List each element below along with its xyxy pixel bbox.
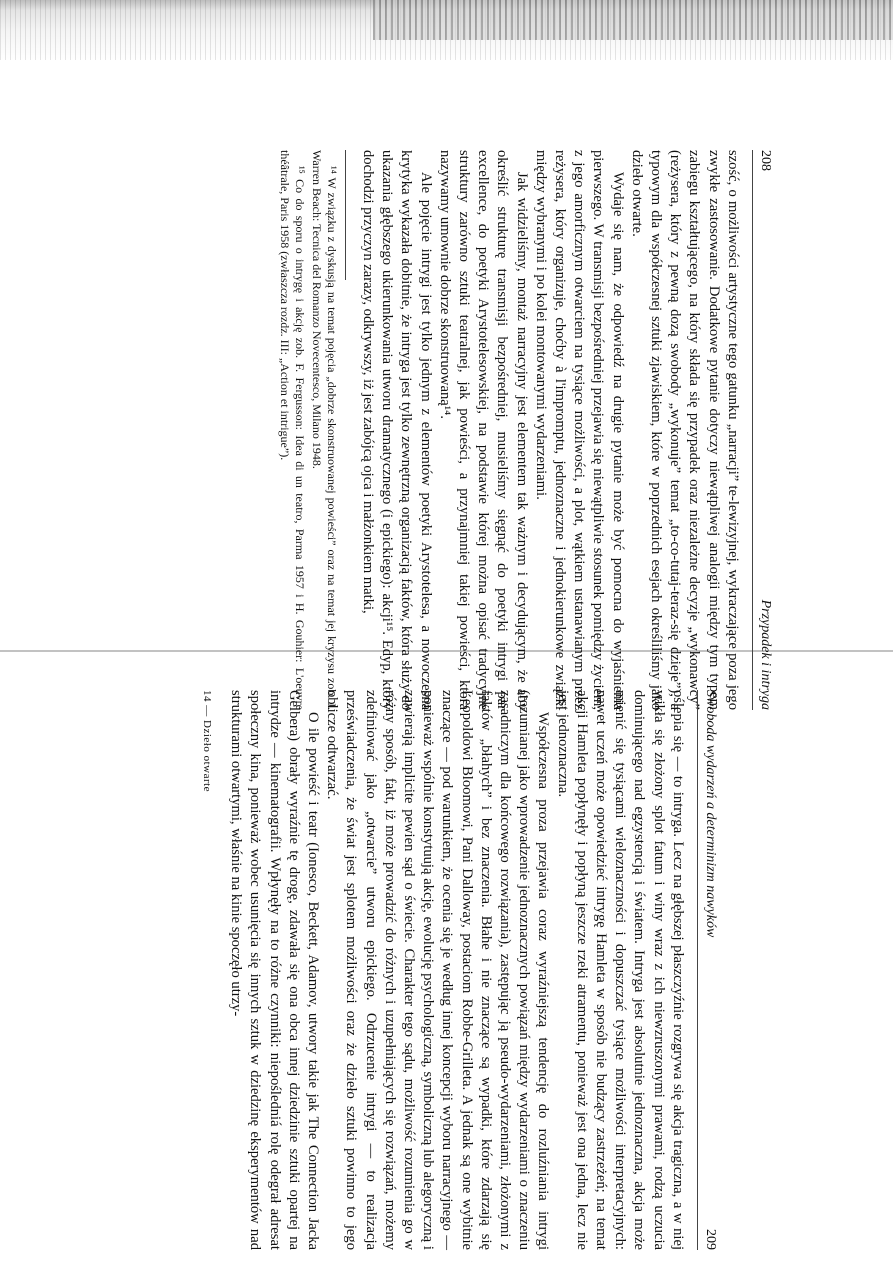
paragraph: szość, o możliwości artystyczne tego gatunku „narracji” te-lewizyjnej, wykraczające poza jego zwykłe zastosowanie. Dodatkowe pytanie dotyczy niewątpliwej analogii między tym typem zabiegu kształtującego, na który składa się przypadek oraz niezależne decyzje „wykonawcy” (reżysera, który z pewną dozą swobody „wykonuje” temat „to-co-tutaj-teraz-się dzieje”), a typowym dla współczesnej sztuki zjawiskiem, które w poprzednich esejach określiliśmy jako dzieło otwarte. [628,150,741,710]
paragraph: oślepia się — to intryga. Lecz na głębszej płaszczyźnie rozgrywa się akcja tragiczna, a w niej wikła się złożony splot fatum i winy wraz z ich niewzruszonymi prawami, rodzą uczucia dominującego nad egzystencją i światem. Intryga jest absolutnie jednoznaczna, akcja może mienić się tysiącami wieloznaczności i dopuszczać tysiące możliwości interpretacyjnych: nawet uczeń może opowiedzieć intrygę Hamleta w sposób nie budzący zastrzeżeń; na temat akcji Hamleta popłynęły i popłyną jeszcze rzeki atramentu, ponieważ jest ona jedna, lecz nie jest jednoznaczna. [554,690,686,1250]
paragraph: Współczesna proza przejawia coraz wyraźniejszą tendencję do rozluźniania intrygi (rozumianej jako wprowadzenie jednoznacznych powiązań między wydarzeniami o znaczeniu zasadniczym dla końcowego rozwiązania), zastępując ją pseudo-wydarzeniami, złożonymi z faktów „błahych” i bez znaczenia. Błahe i nie znaczące są wypadki, które zdarzają się Leopoldowi Bloomowi, Pani Dalloway, postaciom Robbe-Grilleta. A jednak są one wybitnie znaczące — pod warunkiem, że ocenia się je według innej koncepcji wyboru narracyjnego — ponieważ wspólnie konstytuują akcję, ewolucję psychologiczną, symboliczną lub alegoryczną i zawierają implicite pewien sąd o świecie. Charakter tego sądu, możliwość rozumienia go w różny sposób, fakt, iż może prowadzić do różnych i uzupełniających się rozwiązań, możemy zdefiniować jako „otwarcie” utworu epickiego. Odrzucenie intrygi — to realizacja przeświadczenia, że świat jest splotem możliwości oraz że dzieło sztuki powinno to jego oblicze odtwarzać. [324,690,552,1250]
page-208 [0,150,775,710]
running-head [752,150,775,710]
page-number: 208 [758,150,773,171]
scan-shadow [373,0,893,40]
running-title: Przypadek i intryga [758,599,773,710]
running-title: Swoboda wydarzeń a determinizm nawyków [703,690,718,938]
scan-border-noise [0,0,893,60]
printer-signature: 14 — Dzieło otwarte [200,690,213,793]
paragraph: Ale pojęcie intrygi jest tylko jednym z elementów poetyki Arystotelesa, a nowoczesna krytyka wykazała dobitnie, że intryga jest tylko zewnętrzną organizacją faktów, która służy do ukazania głębszego ukierunkowania utworu dramatycznego (i epickiego): akcji¹⁵. Edyp, który dochodzi przyczyn zarazy, odkrywszy, iż jest zabójcą ojca i małżonkiem matki, [359,150,434,710]
running-head [697,690,720,1250]
footnote: ¹⁵ Co do sporu o intrygę i akcję zob. F. Fergusson: Idea di un teatro, Parma 1957 i H. Gouhier: L'oeuvre théâtrale, Paris 1958 (zwłaszcza rozdz. III: „Action et intrigue”). [277,150,307,710]
paragraph: O ile powieść i teatr (Ionesco, Beckett, Adamov, utwory takie jak The Connection Jacka Gelbera) obrały wyraźnie tę drogę, zdawała się ona obca innej dziedzinie sztuki opartej na intrydze — kinematografii. Wpłynęły na to różne czynniki: niepośledniá rolę odegrał adresat społeczny kina, ponieważ wobec usunięcia się innych sztuk w dziedzinę eksperymentów nad strukturami otwartymi, właśnie na kinie spoczęło utrzy- [228,690,321,1250]
paragraph: Wydaje się nam, że odpowiedź na drugie pytanie może być pomocna do wyjaśnienia pierwszego. W transmisji bezpośredniej przejawia się niewątpliwie stosunek pomiędzy życiem, z jego amorficznym otwarciem na tysiące możliwości, a plot, wątkiem ustanawianym przez reżysera, który organizuje, choćby à l'impromptu, jednoznaczne i jednokierunkowe związki między wybranymi i po kolei montowanymi wydarzeniami. [532,150,626,710]
page-209 [0,690,720,1250]
footnote-rule [345,150,346,280]
footnote: ¹⁴ W związku z dyskusją na temat pojęcia „dobrze skonstruowanej powieści” oraz na temat jej kryzysu zob. J. Warren Beach: Tecnica del Romanzo Novecentesco, Milano 1948. [309,150,339,710]
paragraph: Jak widzieliśmy, montaż narracyjny jest elementem tak ważnym i decydującym, że aby określić strukturę transmisji bezpośredniej, musieliśmy sięgnąć do poetyki intrygi par excellence, do poetyki Arystotelesowskiej, na podstawie której można opisać tradycyjne struktury zarówno sztuki teatralnej, jak powieści, a przynajmniej takiej powieści, która nazywamy umownie dobrze skonstruowaną¹⁴. [436,150,530,710]
page-number: 209 [703,1229,718,1250]
